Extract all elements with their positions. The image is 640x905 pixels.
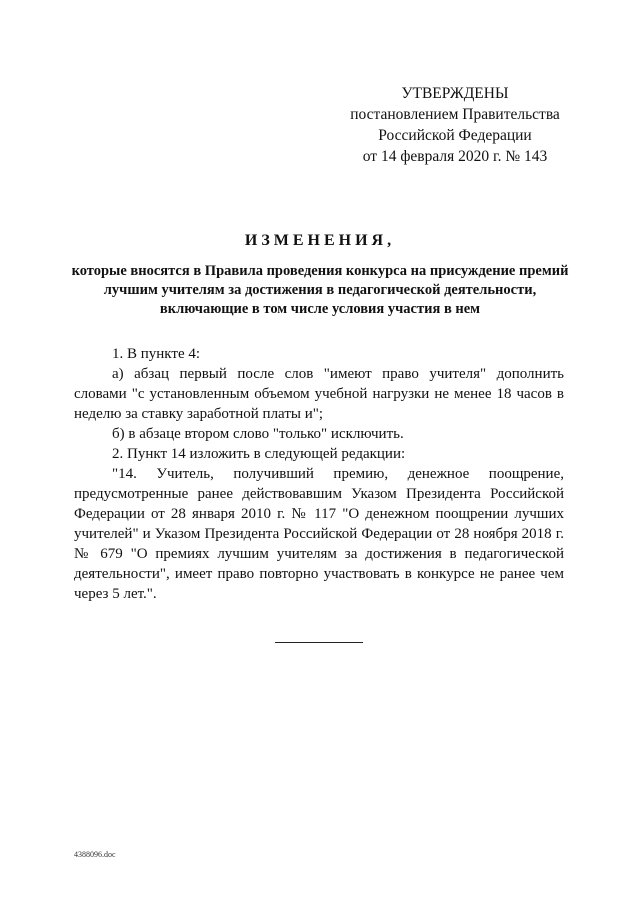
document-title-block: [70, 232, 570, 319]
document-subtitle: которые вносятся в Правила проведения конкурса на присуждение премий лучшим учителям за достижения в педагогической деятельности, включающие в том числе условия участия в нем: [71, 263, 569, 317]
paragraph-1: 1. В пункте 4:: [112, 346, 201, 362]
paragraph-4: 2. Пункт 14 изложить в следующей редакции:: [112, 446, 406, 462]
paragraph-3: б) в абзаце втором слово "только" исключить.: [112, 426, 404, 442]
paragraph-5: "14. Учитель, получивший премию, денежное поощрение, предусмотренные ранее действовавшим Указом Президента Российской Федерации от 28 января 2010 г. № 117 "О денежном поощрении лучших учителей" и Указом Президента Российской Федерации от 28 ноября 2018 г. № 679 "О премиях лучшим учителям за достижения в педагогической деятельности", имеет право повторно участвовать в конкурсе не ранее чем через 5 лет.".: [74, 466, 564, 602]
approval-stamp: [330, 83, 580, 167]
file-reference: 4388096.doc: [74, 850, 116, 859]
approval-line-3: от 14 февраля 2020 г. № 143: [362, 148, 548, 165]
approval-heading: УТВЕРЖДЕНЫ: [401, 85, 509, 102]
approval-line-2: Российской Федерации: [378, 127, 532, 144]
paragraph-2: а) абзац первый после слов "имеют право учителя" дополнить словами "с установленным объемом учебной нагрузки не менее 18 часов в неделю за ставку заработной платы и";: [74, 366, 564, 422]
document-title: ИЗМЕНЕНИЯ,: [244, 232, 396, 249]
end-divider: [275, 642, 363, 643]
approval-line-1: постановлением Правительства: [350, 106, 560, 123]
document-body: [74, 344, 564, 604]
